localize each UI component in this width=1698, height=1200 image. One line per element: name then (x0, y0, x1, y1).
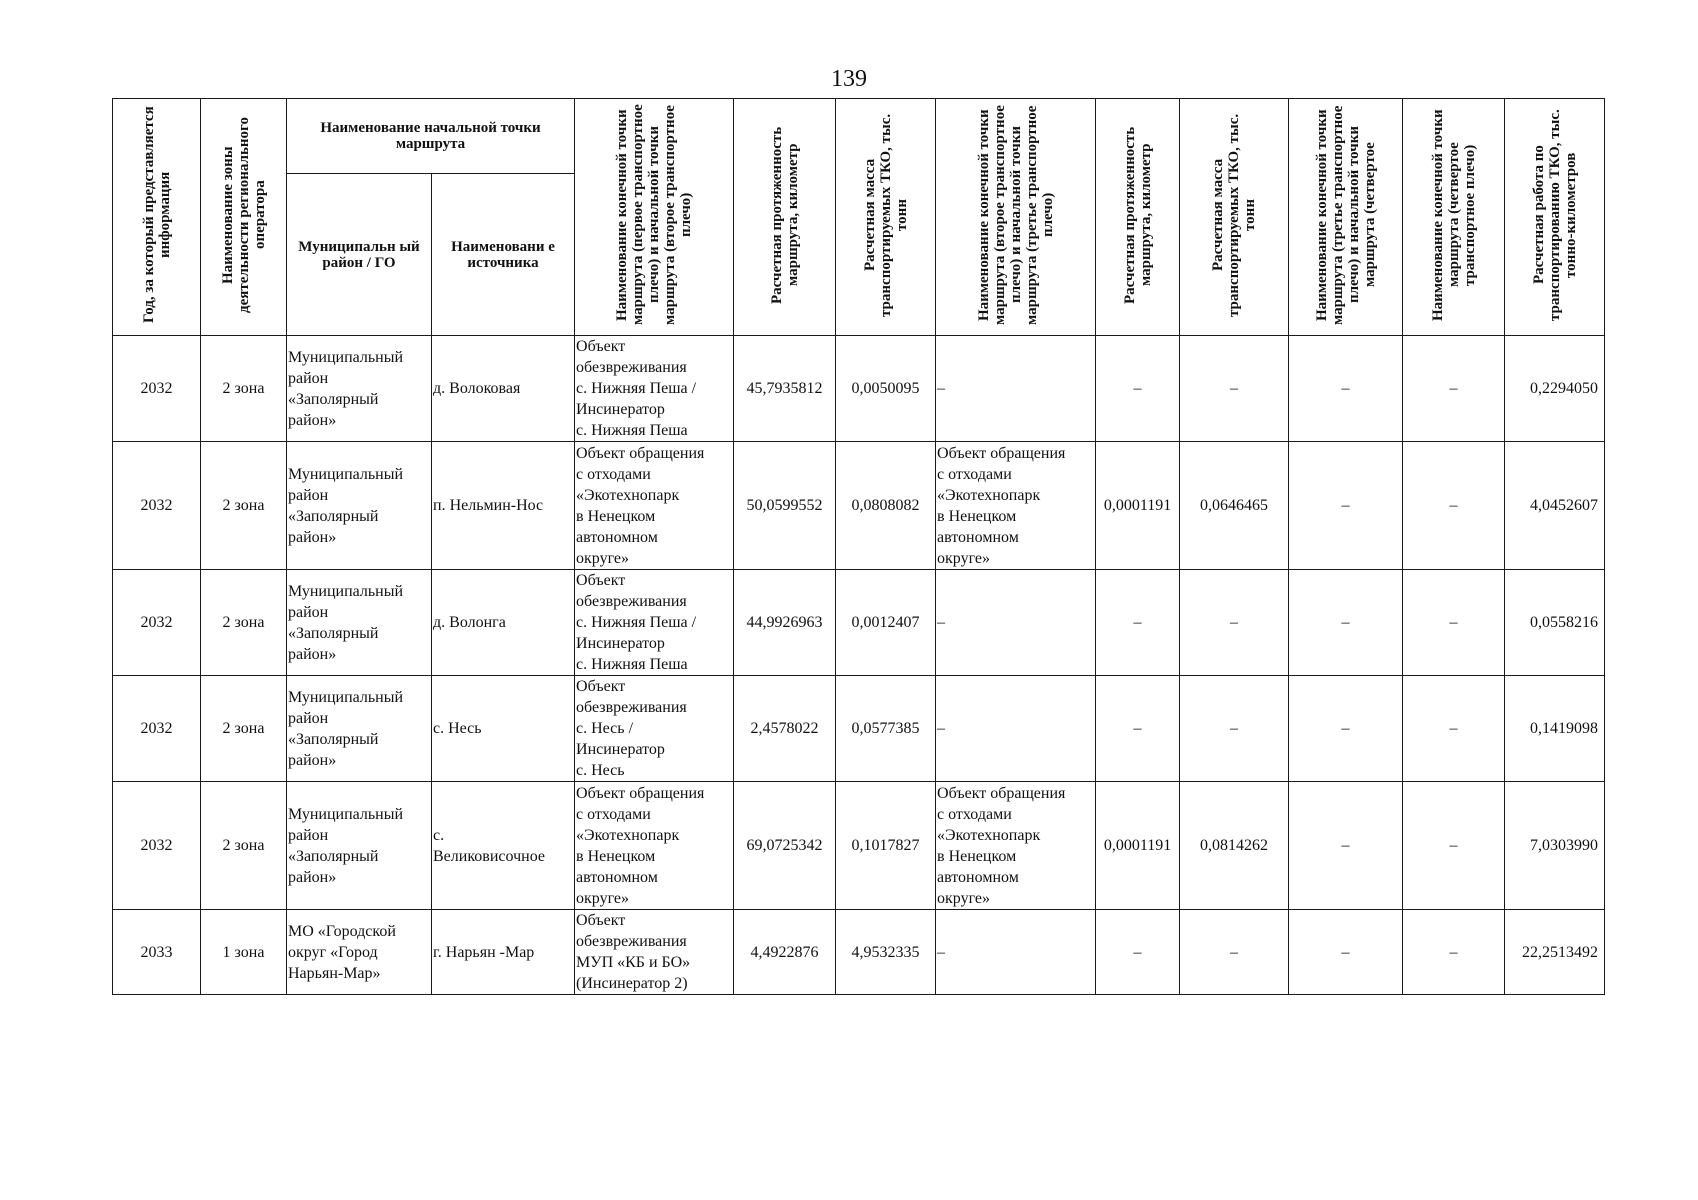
page-number: 139 (831, 66, 867, 92)
cell-length-2: – (1096, 336, 1180, 442)
cell-municipality: Муниципальный район «Заполярный район» (287, 782, 432, 910)
cell-mass-2: – (1180, 336, 1289, 442)
cell-length-2: 0,0001191 (1096, 442, 1180, 570)
cell-end-point-1: Объект обезвреживания МУП «КБ и БО» (Инсинератор 2) (575, 910, 734, 995)
cell-source: с. Несь (432, 676, 575, 782)
table-body (113, 336, 1605, 995)
cell-end-point-3: – (1289, 442, 1403, 570)
cell-municipality: МО «Городской округ «Город Нарьян-Мар» (287, 910, 432, 995)
cell-source: д. Волонга (432, 570, 575, 676)
cell-end-point-4: – (1403, 336, 1505, 442)
cell-end-point-1: Объект обезвреживания с. Нижняя Пеша / Инсинератор с. Нижняя Пеша (575, 336, 734, 442)
table-header (113, 99, 1605, 336)
cell-length-1: 4,4922876 (734, 910, 836, 995)
cell-mass-2: – (1180, 910, 1289, 995)
cell-length-1: 50,0599552 (734, 442, 836, 570)
cell-mass-1: 0,1017827 (836, 782, 936, 910)
cell-length-2: – (1096, 676, 1180, 782)
cell-work: 0,1419098 (1505, 676, 1605, 782)
cell-length-2: – (1096, 570, 1180, 676)
cell-year: 2032 (113, 570, 201, 676)
cell-work: 0,2294050 (1505, 336, 1605, 442)
cell-municipality: Муниципальный район «Заполярный район» (287, 442, 432, 570)
header-mass-2: Расчетная масса транспортируемых ТКО, тыс. тонн (1180, 99, 1289, 336)
cell-end-point-3: – (1289, 676, 1403, 782)
cell-length-1: 45,7935812 (734, 336, 836, 442)
cell-source: с. Великовисочное (432, 782, 575, 910)
cell-year: 2033 (113, 910, 201, 995)
cell-mass-2: – (1180, 570, 1289, 676)
cell-work: 0,0558216 (1505, 570, 1605, 676)
header-end-point-2: Наименование конечной точки маршрута (второе транспортное плечо) и начальной точки маршрута (третье транспортное плечо) (936, 99, 1096, 336)
cell-year: 2032 (113, 782, 201, 910)
cell-zone: 2 зона (201, 336, 287, 442)
cell-zone: 2 зона (201, 442, 287, 570)
header-start-point: Наименование начальной точки маршрута (287, 99, 575, 174)
cell-end-point-3: – (1289, 570, 1403, 676)
cell-end-point-1: Объект обезвреживания с. Нижняя Пеша / Инсинератор с. Нижняя Пеша (575, 570, 734, 676)
header-end-point-4: Наименование конечной точки маршрута (четвертое транспортное плечо) (1403, 99, 1505, 336)
cell-source: д. Волоковая (432, 336, 575, 442)
cell-mass-1: 4,9532335 (836, 910, 936, 995)
cell-length-2: – (1096, 910, 1180, 995)
cell-length-2: 0,0001191 (1096, 782, 1180, 910)
cell-end-point-2: – (936, 676, 1096, 782)
cell-work: 22,2513492 (1505, 910, 1605, 995)
header-work: Расчетная работа по транспортированию ТКО, тыс. тонно-километров (1505, 99, 1605, 336)
cell-source: п. Нельмин-Нос (432, 442, 575, 570)
cell-year: 2032 (113, 676, 201, 782)
cell-end-point-4: – (1403, 676, 1505, 782)
cell-mass-2: 0,0646465 (1180, 442, 1289, 570)
route-table (112, 98, 1605, 995)
cell-end-point-1: Объект обезвреживания с. Несь / Инсинератор с. Несь (575, 676, 734, 782)
header-year: Год, за который представляется информация (113, 99, 201, 336)
cell-work: 4,0452607 (1505, 442, 1605, 570)
cell-work: 7,0303990 (1505, 782, 1605, 910)
cell-end-point-2: – (936, 570, 1096, 676)
header-zone: Наименование зоны деятельности регионального оператора (201, 99, 287, 336)
header-source: Наименовани е источника (432, 174, 575, 336)
cell-end-point-1: Объект обращения с отходами «Экотехнопарк в Ненецком автономном округе» (575, 442, 734, 570)
cell-zone: 1 зона (201, 910, 287, 995)
cell-length-1: 69,0725342 (734, 782, 836, 910)
cell-end-point-3: – (1289, 910, 1403, 995)
table-row (113, 336, 1605, 442)
cell-end-point-4: – (1403, 442, 1505, 570)
cell-end-point-2: – (936, 336, 1096, 442)
cell-mass-1: 0,0050095 (836, 336, 936, 442)
cell-length-1: 44,9926963 (734, 570, 836, 676)
cell-municipality: Муниципальный район «Заполярный район» (287, 570, 432, 676)
table-row (113, 676, 1605, 782)
cell-end-point-3: – (1289, 336, 1403, 442)
cell-end-point-1: Объект обращения с отходами «Экотехнопарк в Ненецком автономном округе» (575, 782, 734, 910)
cell-zone: 2 зона (201, 782, 287, 910)
table-row (113, 570, 1605, 676)
cell-source: г. Нарьян -Мар (432, 910, 575, 995)
table-row (113, 442, 1605, 570)
header-municipality: Муниципальн ый район / ГО (287, 174, 432, 336)
cell-end-point-4: – (1403, 910, 1505, 995)
header-end-point-1: Наименование конечной точки маршрута (первое транспортное плечо) и начальной точки маршрута (второе транспортное плечо) (575, 99, 734, 336)
cell-zone: 2 зона (201, 676, 287, 782)
cell-mass-1: 0,0808082 (836, 442, 936, 570)
cell-end-point-2: – (936, 910, 1096, 995)
cell-end-point-4: – (1403, 782, 1505, 910)
cell-length-1: 2,4578022 (734, 676, 836, 782)
cell-mass-2: – (1180, 676, 1289, 782)
cell-end-point-4: – (1403, 570, 1505, 676)
cell-end-point-3: – (1289, 782, 1403, 910)
cell-municipality: Муниципальный район «Заполярный район» (287, 336, 432, 442)
cell-mass-1: 0,0577385 (836, 676, 936, 782)
cell-end-point-2: Объект обращения с отходами «Экотехнопарк в Ненецком автономном округе» (936, 442, 1096, 570)
cell-municipality: Муниципальный район «Заполярный район» (287, 676, 432, 782)
header-length-2: Расчетная протяженность маршрута, километр (1096, 99, 1180, 336)
cell-year: 2032 (113, 336, 201, 442)
table-row (113, 910, 1605, 995)
cell-end-point-2: Объект обращения с отходами «Экотехнопарк в Ненецком автономном округе» (936, 782, 1096, 910)
header-end-point-3: Наименование конечной точки маршрута (третье транспортное плечо) и начальной точки маршрута (четвертое (1289, 99, 1403, 336)
cell-year: 2032 (113, 442, 201, 570)
cell-zone: 2 зона (201, 570, 287, 676)
cell-mass-1: 0,0012407 (836, 570, 936, 676)
cell-mass-2: 0,0814262 (1180, 782, 1289, 910)
header-mass-1: Расчетная масса транспортируемых ТКО, тыс. тонн (836, 99, 936, 336)
table-row (113, 782, 1605, 910)
header-length-1: Расчетная протяженность маршрута, километр (734, 99, 836, 336)
